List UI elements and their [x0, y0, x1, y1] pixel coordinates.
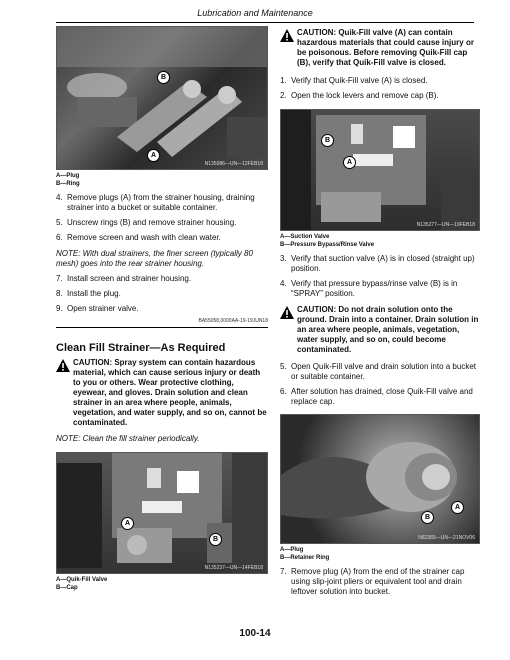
photo-id: N82365—UN—21NOV06: [418, 535, 475, 541]
step-text: After solution has drained, close Quik-Fill valve and replace cap.: [291, 387, 473, 406]
step-number: 1.: [280, 76, 287, 85]
header-rule: [56, 22, 474, 23]
valve-panel-photo: [280, 109, 480, 231]
caution-block: [280, 305, 480, 355]
left-column: [56, 26, 268, 592]
quik-fill-panel-illustration: [57, 453, 268, 573]
caution-text: CAUTION: Quik-Fill valve (A) can contain hazardous materials that could cause injury or be poisonous. Before removing Quik-Fill cap (B), verify that Quik-Fill valve is closed.: [297, 28, 474, 67]
step-number: 4.: [56, 193, 63, 202]
callout-a: A: [147, 149, 160, 162]
caution-block: [56, 358, 268, 428]
step-text: Remove plugs (A) from the strainer housing, draining strainer into a bucket or suitable container.: [67, 193, 255, 212]
callout-a: A: [343, 156, 356, 169]
quik-fill-panel-photo: [56, 452, 268, 574]
step-number: 6.: [56, 233, 63, 242]
step-8: [56, 289, 268, 299]
strainer-housing-illustration: [57, 27, 268, 169]
step-text: Open strainer valve.: [67, 304, 139, 313]
step-text: Open Quik-Fill valve and drain solution into a bucket or suitable container.: [291, 362, 476, 381]
step-number: 2.: [280, 91, 287, 100]
callout-b: B: [157, 71, 170, 84]
legend-item: A—Plug: [56, 173, 80, 179]
caution-text: CAUTION: Do not drain solution onto the ground. Drain into a container. Drain solution in an area where people, animals, vegetation, water supply, and so on, could become contaminated.: [297, 305, 479, 354]
legend-item: A—Plug: [280, 547, 304, 553]
step-number: 9.: [56, 304, 63, 313]
photo-legend: [280, 233, 480, 249]
legend-item: B—Ring: [56, 181, 80, 187]
caution-block: [280, 28, 480, 68]
step-number: 7.: [56, 274, 63, 283]
step-text: Unscrew rings (B) and remove strainer housing.: [67, 218, 237, 227]
callout-b: B: [209, 533, 222, 546]
note-dual-strainers: NOTE: With dual strainers, the finer screen (typically 80 mesh) goes into the rear strainer housing.: [56, 249, 253, 268]
step-6: [280, 387, 480, 407]
callout-b: B: [321, 134, 334, 147]
step-5: [56, 218, 268, 228]
step-number: 7.: [280, 567, 287, 576]
photo-legend: [56, 172, 268, 188]
photo-id: N135277—UN—19FEB18: [416, 222, 475, 228]
step-number: 8.: [56, 289, 63, 298]
step-text: Verify that suction valve (A) is in closed (straight up) position.: [291, 254, 475, 273]
legend-item: A—Quik-Fill Valve: [56, 577, 108, 583]
note-clean-strainer: NOTE: Clean the fill strainer periodically.: [56, 434, 200, 443]
step-number: 6.: [280, 387, 287, 396]
legend-item: B—Cap: [56, 585, 78, 591]
photo-id: N135086—UN—12FEB18: [204, 161, 263, 167]
step-text: Open the lock levers and remove cap (B).: [291, 91, 439, 100]
warning-triangle-icon: [56, 359, 70, 372]
step-number: 4.: [280, 279, 287, 288]
step-text: Verify that pressure bypass/rinse valve (B) is in “SPRAY” position.: [291, 279, 458, 298]
step-5: [280, 362, 480, 382]
step-number: 3.: [280, 254, 287, 263]
step-text: Remove screen and wash with clean water.: [67, 233, 221, 242]
legend-item: B—Retainer Ring: [280, 555, 330, 561]
step-4: [280, 279, 480, 299]
page-header: Lubrication and Maintenance: [197, 8, 313, 18]
warning-triangle-icon: [280, 29, 294, 42]
legend-item: B—Pressure Bypass/Rinse Valve: [280, 242, 375, 248]
step-1: [280, 76, 480, 86]
photo-legend: [280, 546, 480, 562]
right-column: [280, 26, 480, 597]
step-number: 5.: [56, 218, 63, 227]
step-number: 5.: [280, 362, 287, 371]
caution-text: CAUTION: Spray system can contain hazardous material, which can cause serious injury or death to you or others. Wear protective clothing, eyewear, and gloves. Drain solution and clean strainer in an area where people, animals, vegetation, and water supply, and so on, cannot be contaminated.: [73, 358, 267, 427]
callout-a: A: [121, 517, 134, 530]
step-text: Install screen and strainer housing.: [67, 274, 192, 283]
step-7: [56, 274, 268, 284]
page-number: 100-14: [239, 628, 271, 639]
strainer-housing-photo: [56, 26, 268, 170]
section-divider: [56, 327, 268, 328]
step-text: Install the plug.: [67, 289, 121, 298]
callout-b: B: [421, 511, 434, 524]
step-4: [56, 193, 268, 213]
strainer-cap-illustration: [281, 415, 480, 543]
strainer-cap-photo: [280, 414, 480, 544]
step-3: [280, 254, 480, 274]
callout-a: A: [451, 501, 464, 514]
step-text: Verify that Quik-Fill valve (A) is closed.: [291, 76, 428, 85]
valve-panel-illustration: [281, 110, 480, 230]
legend-item: A—Suction Valve: [280, 234, 330, 240]
warning-triangle-icon: [280, 306, 294, 319]
step-2: [280, 91, 480, 101]
step-9: [56, 304, 268, 314]
step-6: [56, 233, 268, 243]
photo-legend: [56, 576, 268, 592]
step-text: Remove plug (A) from the end of the strainer cap using slip-joint pliers or equivalent tool and drain leftover solution into bucket.: [291, 567, 465, 596]
step-7: [280, 567, 480, 597]
section-title: Clean Fill Strainer—As Required: [56, 342, 226, 354]
photo-id: N135237—UN—14FEB18: [204, 565, 263, 571]
reference-code: BA55058,0000AA-19-19JUN18: [198, 318, 268, 324]
